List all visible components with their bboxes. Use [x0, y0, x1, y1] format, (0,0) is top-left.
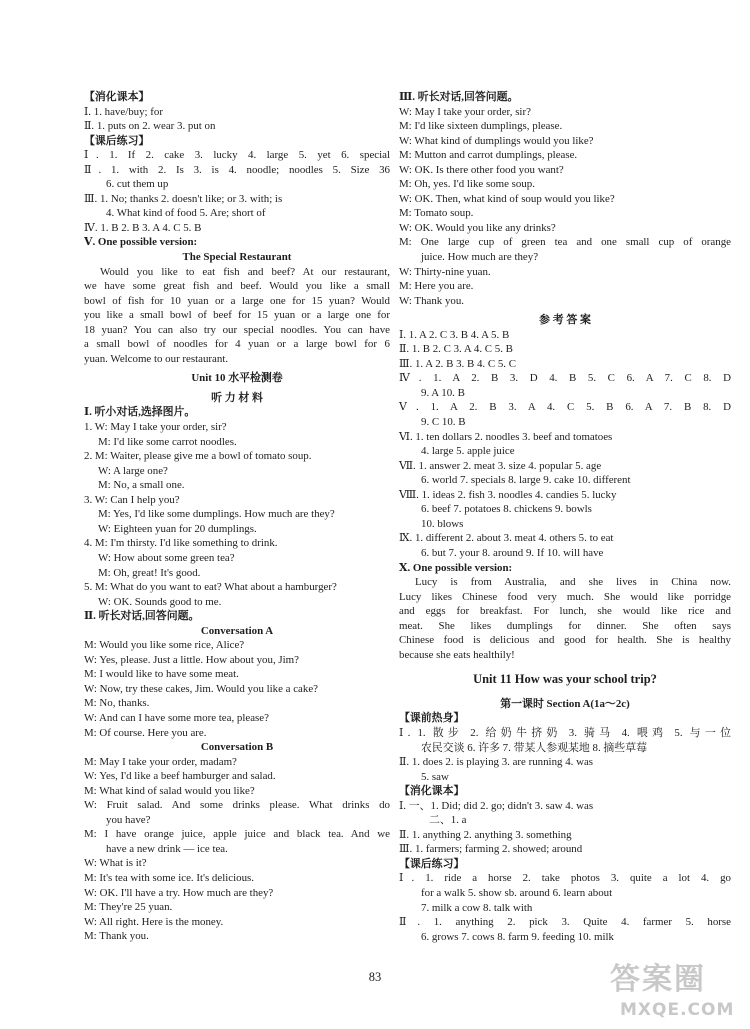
- text-line: Conversation B: [200, 741, 274, 754]
- spacer: [399, 687, 731, 697]
- text-line: W: A large one?: [98, 464, 168, 477]
- text-line: 9. A 10. B: [421, 386, 465, 399]
- text-line: Ⅷ. 1. ideas 2. fish 3. noodles 4. candies 5. lucky: [399, 488, 617, 501]
- text-line: 1. W: May I take your order, sir?: [84, 421, 227, 434]
- text-line: 6. grows 7. cows 8. farm 9. feeding 10. milk: [421, 930, 614, 943]
- text-line: W: OK. I'll have a try. How much are they?: [84, 886, 274, 899]
- text-line: W: Now, try these cakes, Jim. Would you like a cake?: [84, 682, 319, 695]
- text-line: M: I would like to have some meat.: [84, 668, 239, 681]
- text-line: 6. world 7. specials 8. large 9. cake 10. different: [421, 474, 631, 487]
- text-line: 10. blows: [421, 517, 464, 530]
- text-line: Ⅲ. 1. farmers; farming 2. showed; around: [399, 843, 583, 856]
- text-line: 4. M: I'm thirsty. I'd like something to drink.: [84, 537, 278, 550]
- text-line: 3. W: Can I help you?: [84, 493, 180, 506]
- text-line: 【课前热身】: [399, 712, 465, 725]
- text-line: juice. How much are they?: [421, 251, 539, 264]
- text-line: 【消化课本】: [399, 785, 465, 798]
- text-line: Would you like to eat fish and beef? At our restaurant,: [100, 265, 390, 278]
- text-line: M: I'd like some carrot noodles.: [98, 435, 237, 448]
- text-line: Ⅰ. 听小对话,选择图片。: [84, 406, 196, 419]
- text-line: M: Oh, great! It's good.: [98, 566, 201, 579]
- text-line: 第一课时 Section A(1a～2c): [500, 697, 630, 710]
- text-line: Ⅰ. 1. A 2. C 3. B 4. A 5. B: [399, 328, 510, 341]
- text-line: Ⅰ. 1. have/buy; for: [84, 105, 164, 118]
- text-line: W: May I take your order, sir?: [399, 105, 531, 118]
- text-line: 9. C 10. B: [421, 416, 466, 429]
- text-line: W: All right. Here is the money.: [84, 915, 224, 928]
- text-line: 农民交谈 6. 许多 7. 带某人参观某地 8. 摘些草莓: [421, 741, 647, 754]
- text-line: Ⅱ. 1. does 2. is playing 3. are running 4. was: [399, 756, 594, 769]
- page-number: 83: [368, 970, 382, 984]
- text-line: M: Tomato soup.: [399, 207, 474, 220]
- text-line: you like a small bowl of beef for 15 yuan or a large one for: [84, 309, 390, 322]
- text-line: M: They're 25 yuan.: [84, 901, 173, 914]
- text-line: W: OK. Would you like any drinks?: [399, 221, 556, 234]
- text-line: Ⅱ. 1. with 2. Is 3. is 4. noodle; noodles 5. Size 36: [84, 163, 390, 176]
- text-line: 【课后练习】: [84, 134, 150, 147]
- watermark-logo: [600, 962, 740, 1025]
- text-line: you have?: [106, 813, 151, 826]
- text-line: W: And can I have some more tea, please?: [84, 711, 269, 724]
- text-line: M: I have orange juice, apple juice and black tea. And we: [84, 828, 390, 841]
- text-line: 5. saw: [421, 770, 449, 783]
- text-line: Chinese food is delicious and good for health. She is healthy: [399, 634, 731, 647]
- text-line: M: It's tea with some ice. It's delicious.: [84, 871, 254, 884]
- text-line: Ⅰ. 1. If 2. cake 3. lucky 4. large 5. yet 6. special: [84, 149, 390, 162]
- text-line: W: How about some green tea?: [98, 551, 235, 564]
- text-line: W: Fruit salad. And some drinks please. What drinks do: [84, 799, 390, 812]
- text-line: Lucy likes Chinese food very much. She would like porridge: [399, 590, 731, 603]
- text-line: W: OK. Then, what kind of soup would you like?: [399, 192, 615, 205]
- text-line: a small bowl of noodles for 4 yuan or a large bowl for 6: [84, 338, 390, 351]
- text-line: M: Oh, yes. I'd like some soup.: [399, 178, 535, 191]
- text-line: Ⅶ. 1. answer 2. meat 3. size 4. popular 5. age: [399, 459, 602, 472]
- text-line: 二、1. a: [429, 814, 467, 827]
- text-line: M: Thank you.: [84, 930, 149, 943]
- text-line: 6. but 7. your 8. around 9. If 10. will have: [421, 546, 604, 559]
- text-line: W: Thirty-nine yuan.: [399, 265, 491, 278]
- text-line: Ⅳ. 1. B 2. B 3. A 4. C 5. B: [84, 221, 202, 234]
- text-line: for a walk 5. show sb. around 6. learn about: [421, 886, 613, 899]
- text-line: The Special Restaurant: [182, 251, 292, 264]
- text-line: Ⅱ. 1. B 2. C 3. A 4. C 5. B: [399, 343, 513, 356]
- text-line: M: Of course. Here you are.: [84, 726, 207, 739]
- text-line: Conversation A: [200, 624, 274, 637]
- left-column: [84, 90, 390, 944]
- text-line: 18 yuan? You can also try our special noodles. You can have: [84, 323, 390, 336]
- text-line: M: What kind of salad would you like?: [84, 784, 255, 797]
- text-line: Unit 11 How was your school trip?: [473, 672, 657, 687]
- watermark-text: MXQE.COM: [620, 1000, 735, 1020]
- text-line: M: No, a small one.: [98, 479, 185, 492]
- text-line: Ⅱ. 1. anything 2. anything 3. something: [399, 828, 572, 841]
- text-line: Ⅲ. 1. No; thanks 2. doesn't like; or 3. with; is: [84, 192, 283, 205]
- text-line: Ⅴ. 1. A 2. B 3. A 4. C 5. B 6. A 7. B 8. D: [399, 401, 731, 414]
- text-line: 【课后练习】: [399, 857, 465, 870]
- text-line: M: Would you like some rice, Alice?: [84, 639, 245, 652]
- text-line: M: Mutton and carrot dumplings, please.: [399, 149, 578, 162]
- text-line: Ⅵ. 1. ten dollars 2. noodles 3. beef and tomatoes: [399, 430, 613, 443]
- text-line: 4. large 5. apple juice: [421, 445, 515, 458]
- text-line: 7. milk a cow 8. talk with: [421, 901, 533, 914]
- text-line: W: Thank you.: [399, 294, 465, 307]
- text-line: W: What kind of dumplings would you like?: [399, 134, 594, 147]
- text-line: W: Eighteen yuan for 20 dumplings.: [98, 522, 257, 535]
- text-line: 【消化课本】: [84, 91, 150, 103]
- text-line: M: One large cup of green tea and one small cup of orange: [399, 236, 731, 249]
- text-line: meat. She likes dumplings for dinner. She often says: [399, 619, 731, 632]
- text-line: 2. M: Waiter, please give me a bowl of tomato soup.: [84, 450, 312, 463]
- spacer: [399, 662, 731, 672]
- text-line: we have some great fish and beef. Would you like a small: [84, 280, 390, 293]
- text-line: Ⅱ. 1. anything 2. pick 3. Quite 4. farmer 5. horse: [399, 916, 731, 929]
- text-line: M: No, thanks.: [84, 697, 150, 710]
- text-line: Lucy is from Australia, and she lives in China now.: [415, 576, 731, 589]
- text-line: M: I'd like sixteen dumplings, please.: [399, 120, 563, 133]
- text-line: Ⅴ. One possible version:: [84, 236, 198, 249]
- text-line: 6. beef 7. potatoes 8. chickens 9. bowls: [421, 503, 592, 516]
- text-line: 听 力 材 料: [211, 391, 263, 404]
- text-line: Ⅸ. 1. different 2. about 3. meat 4. others 5. to eat: [399, 532, 614, 545]
- text-line: M: Here you are.: [399, 280, 474, 293]
- text-line: Ⅳ. 1. A 2. B 3. D 4. B 5. C 6. A 7. C 8. D: [399, 372, 731, 385]
- text-line: Ⅱ. 1. puts on 2. wear 3. put on: [84, 120, 216, 133]
- text-line: W: What is it?: [84, 857, 147, 870]
- text-line: bowl of fish for 10 yuan or a large one for 15 yuan? Would: [84, 294, 390, 307]
- text-line: W: OK. Sounds good to me.: [98, 595, 222, 608]
- text-line: M: Yes, I'd like some dumplings. How much are they?: [98, 508, 335, 521]
- text-line: yuan. Welcome to our restaurant.: [84, 352, 229, 365]
- text-line: Ⅰ. 1. ride a horse 2. take photos 3. quite a lot 4. go: [399, 872, 731, 885]
- text-line: Ⅹ. One possible version:: [399, 561, 513, 574]
- text-line: 6. cut them up: [106, 178, 169, 191]
- text-line: 参 考 答 案: [539, 314, 591, 327]
- text-line: M: May I take your order, madam?: [84, 755, 237, 768]
- text-line: Ⅰ. 1. 散步 2. 给奶牛挤奶 3. 骑马 4. 喂鸡 5. 与一位: [399, 726, 731, 739]
- text-line: 5. M: What do you want to eat? What about a hamburger?: [84, 581, 337, 594]
- text-line: W: Yes, please. Just a little. How about you, Jim?: [84, 653, 299, 666]
- right-column: [399, 90, 731, 944]
- text-line: Ⅲ. 1. A 2. B 3. B 4. C 5. C: [399, 357, 517, 370]
- text-line: Ⅰ. 一、1. Did; did 2. go; didn't 3. saw 4. was: [399, 799, 594, 812]
- text-line: Unit 10 水平检测卷: [191, 372, 283, 385]
- text-line: and eggs for breakfast. For lunch, she would like rice and: [399, 605, 731, 618]
- text-line: Ⅱ. 听长对话,回答问题。: [84, 610, 200, 623]
- watermark-icons: 答案圈: [610, 962, 706, 997]
- text-line: W: OK. Is there other food you want?: [399, 163, 564, 176]
- text-line: 4. What kind of food 5. Are; short of: [106, 207, 266, 220]
- text-line: have a new drink — ice tea.: [106, 842, 228, 855]
- text-line: because she eats healthily!: [399, 648, 515, 661]
- text-line: Ⅲ. 听长对话,回答问题。: [399, 91, 519, 103]
- text-line: W: Yes, I'd like a beef hamburger and salad.: [84, 770, 276, 783]
